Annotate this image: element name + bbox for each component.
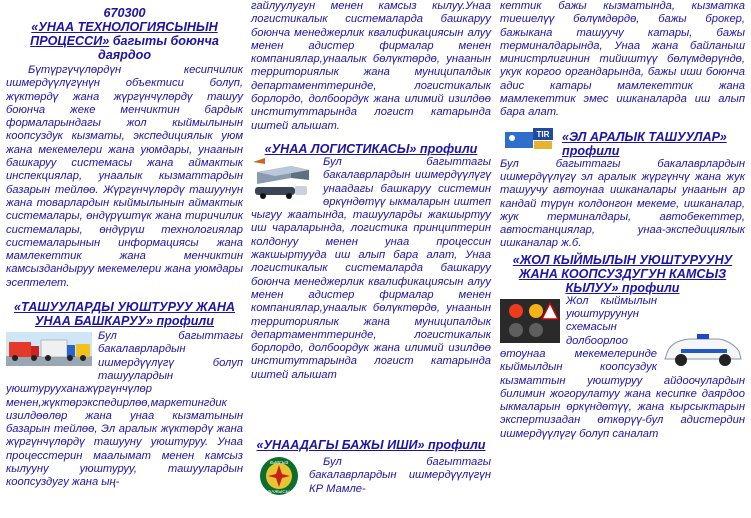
customs-emblem (259, 456, 299, 501)
column-1 (6, 0, 243, 490)
program-paragraph: Бүтүргүчүлөрдүн кесипчилик ишмердүүлүгүнүн объектиси болуп, жүктөрдү жана жүргүнчүлөрдү ташуу боюнча жеке менчиктин бардык формаларындагы жол кыймылынын коопсуздук кызматы, экспедициялык уюм жана мекемелери жана уюмдары, унаанын башкаруу системасы жана аймактык инспекциялар, унаалык кызматтардын базарын тейлөө. Жүргүнчүлөрдү ташуунун жана товарлардын кыймылынын аймактык системалары, өндүрүштүк жана тиричилик системалары, өндүрүш технологиялар системаларынын информациясы жана мамлекеттик жана менчиктин камсыздандыруу мекемелери жана уюмдары эсептелет. (6, 64, 243, 289)
program-heading-rest: багыты боюнча даярдоо (97, 34, 219, 62)
trucks-image (6, 332, 92, 371)
logistics-heading: «УНАА ЛОГИСТИКАСЫ» профили (264, 141, 478, 156)
transport-management-heading: «ТАШУУЛАРДЫ УЮШТУРУУ ЖАНА УНАА БАШКАРУУ» профили (13, 300, 236, 329)
program-heading-underlined: «УНАА ТЕХНОЛОГИЯСЫНЫН ПРОЦЕССИ» (30, 20, 218, 48)
transport-management-paragraph: Бул багыттагы бакалаврлардын ишмердүүлүгү болуп ташуулардын уюштурууханажүргүнчүлөр менен,жүктөрэкспедирлөө,маркетингдик изилдөөлөр жана унаа кызматынын базарын тейлөө, Эл аралык жүктөрдү жана жүргүнчүлөрдү ташууну уюштуруу. Унаа процесстерин маалымат менен камсыз кылууну уюштуруу, ташуулардын коопсуздугу жана ың- (6, 330, 243, 489)
traffic-light-image (500, 299, 560, 348)
road-safety-paragraph: Жол кыймылын уюштуруунун схемасын долбоорлоо өтоунаа мекемелеринде кыймылдын коопсуздук кызматтын уюштуруу айдоочулардын билимин жогорулатуу жана кесипке даярдоо ыкмаларын өркүндөтүү, жана кырсыктарын экспертизадан өткөрүү-бул адистердин ишмердүүлүгү болуп саналат (500, 294, 745, 440)
emblem-bottom-text: БАЖЫСЫ (268, 489, 290, 495)
road-safety-heading: «ЖОЛ КЫЙМЫЛЫН УЮШТУРУУНУ ЖАНА КООПСУЗДУГУН КАМСЫЗ КЫЛУУ» профили (512, 252, 733, 295)
tir-image (504, 126, 554, 157)
customs-heading: «УНААДАГЫ БАЖЫ ИШИ» профили (256, 438, 486, 453)
program-heading (6, 20, 243, 62)
column-3 (500, 0, 745, 441)
international-paragraph: Бул багыттагы бакалаврлардын ишмердүүлүгү эл аралык жүргүнчү жана жук ташуучу автоунаа ишканалары унаанын ар кандай түрүн колдонгон мекеме, ишканалар, жук терминалдары, автобекеттер, автостанциялар, унаа-экспедициялык ишканалар ж.б. (500, 157, 745, 250)
logistics-paragraph: Бул багыттагы бакалаврлардын ишмердүүлүгү унаадагы башкаруу системин өркүндөтүү ыкмаларын иштеп чыгуу жаатында, ташууларды жакшыртуу иш чараларында, логистика принциптерин колдонуу менен унаа процессин жакшыртууда иш алып бара алат, Унаа логистикалык системаларда башкаруу боюнча менеджерлик квалификациясын алуу менен адистер фирмалар менен компаниялар,унаалык бөлүктөрдө, унаанын территориялык жана муниципалдык департаменттеринде, логистикалык борлордо, долбоордук жана илимий изилдөө институттарында логист катарында иштей алышат (251, 155, 491, 381)
column-2-paragraph-1: гайлуулугун менен камсыз кылуу.Унаа логистикалык системаларда башкаруу боюнча менеджерлик квалификациясын алуу менен адистер фирмалар менен компаниялар,унаалык бөлүктөрдө, унаанын территориялык жана муниципалдык департаменттеринде, логистикалык борлордо, долбоордук жана илимий изилдөө институттарында логист катарында иштей алышат. (251, 0, 491, 132)
column-2 (251, 0, 491, 501)
international-heading: «ЭЛ АРАЛЫК ТАШУУЛАР» профили (562, 129, 727, 158)
customs-paragraph: Бул багыттагы бакалаврлардын ишмердүүлүгүн КР Мамле- (309, 456, 491, 495)
program-code: 670300 (103, 6, 146, 20)
logistics-image (251, 156, 317, 207)
police-car-image (661, 325, 745, 374)
tir-label: TIR (536, 129, 550, 139)
emblem-top-text: КЫРГЫЗ (269, 460, 289, 466)
column-3-paragraph-1: кеттик бажы кызматында, кызматка тиешелүү бөлүмдөрдө, бажы брокер, бажыкана ташуучу катары, бажы терминалдарында, Унаа жана байланыш министрлигинин тийиштүү бөлүмдөрүндө, укук коргоо органдарында, бажы иши боюнча адис катары мамлекеттик жана мамлекеттик эмес ишканаларда иш алып бара алат. (500, 0, 745, 119)
